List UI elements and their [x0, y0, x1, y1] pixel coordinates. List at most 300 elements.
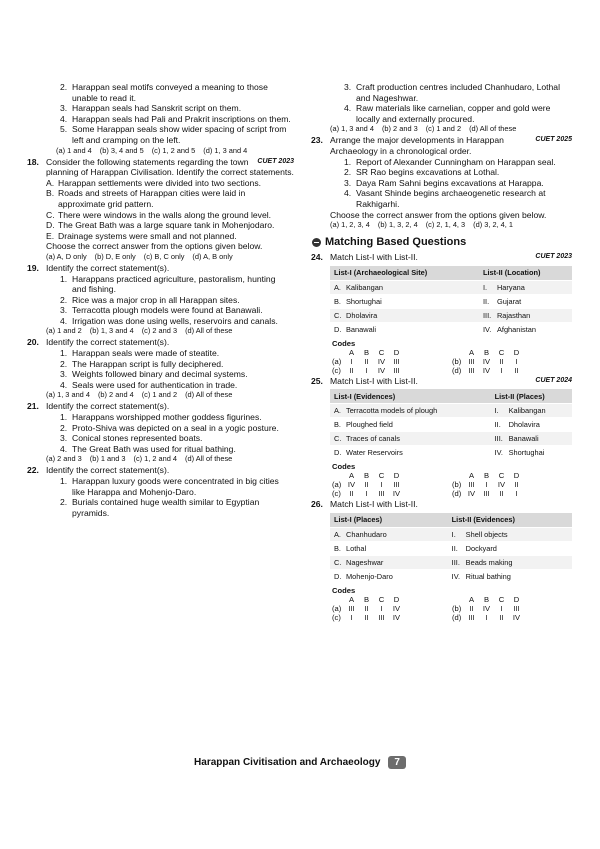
codes-option-value: IV: [512, 612, 521, 622]
list2-label: II.: [491, 418, 505, 432]
statement: [28, 359, 294, 370]
question-number: 25.: [311, 375, 323, 386]
codes-option-label: (b): [452, 480, 462, 490]
codes-heading: A: [348, 594, 355, 604]
list2-label: I.: [448, 527, 462, 541]
codes-heading: A: [468, 471, 475, 481]
codes-option-value: IV: [392, 489, 401, 499]
question-stem: [312, 376, 572, 387]
statement-number: 3.: [344, 82, 352, 92]
match-table-row: [330, 432, 572, 446]
codes-block: [332, 595, 452, 622]
answer-choice: (c) 2 and 3: [141, 326, 178, 336]
statement-number: 2.: [60, 422, 68, 433]
answer-choice: (b) 2 and 3: [381, 124, 418, 134]
codes-option-row: [452, 489, 572, 498]
statement-text: The Great Bath was a large square tank in Mohenjodaro.: [58, 220, 275, 231]
statement: [312, 103, 572, 124]
list2-item: Shell objects: [462, 527, 572, 541]
codes-option-value: II: [364, 603, 369, 613]
codes-option-value: I: [485, 612, 488, 622]
statement-text: Harappans worshipped mother goddess figurines.: [72, 412, 262, 423]
codes-option-value: IV: [482, 365, 491, 375]
codes-option-value: II: [349, 365, 354, 375]
codes-option-label: (a): [332, 603, 342, 613]
codes-heading-row: [452, 348, 572, 357]
codes-option-value: III: [483, 489, 490, 499]
statement: [28, 476, 294, 497]
statement-number: 3.: [60, 305, 68, 316]
codes-heading: D: [513, 594, 520, 604]
statement: [28, 178, 294, 189]
list1-heading: List-I (Archaeological Site): [330, 266, 479, 281]
statement-number: B.: [46, 188, 55, 199]
codes-heading: C: [498, 594, 505, 604]
list1-label: D.: [330, 322, 342, 336]
question-text: Arrange the major developments in Harappan Archaeology in a chronological order.: [330, 135, 504, 156]
statement-number: 3.: [60, 433, 68, 444]
list2-item: Kalibangan: [505, 404, 572, 418]
statement-number: D.: [46, 220, 55, 231]
codes-option-value: IV: [497, 480, 506, 490]
codes-heading: C: [498, 347, 505, 357]
codes-option-value: II: [349, 489, 354, 499]
codes-option-value: I: [485, 480, 488, 490]
codes-option-value: II: [364, 612, 369, 622]
codes-option-value: III: [348, 603, 355, 613]
footer-chapter-title: Harappan Civitisation and Archaeology: [194, 757, 381, 768]
codes-option-row: [332, 489, 452, 498]
codes-option-row: [332, 480, 452, 489]
list1-label: C.: [330, 308, 342, 322]
question-stem: [28, 401, 294, 412]
answer-choice: (b) 3, 4 and 5: [99, 145, 144, 155]
question-number: 24.: [311, 252, 323, 263]
codes-heading-row: [332, 595, 452, 604]
statement-number: 1.: [60, 476, 68, 486]
question-number: 22.: [27, 465, 39, 476]
answer-choice: (c) B, C only: [143, 251, 185, 261]
answer-choice: (a) 1 and 2: [46, 326, 82, 336]
list2-item: Afghanistan: [493, 322, 572, 336]
answer-choice: (c) 1 and 2: [141, 390, 178, 400]
codes-option-value: III: [468, 365, 475, 375]
match-table-row: [330, 569, 572, 583]
question-text: Match List-I with List-II.: [330, 252, 418, 263]
answer-codes: [332, 462, 572, 498]
statement-number: 5.: [60, 124, 68, 135]
match-table: [330, 513, 572, 583]
match-table-row: [330, 404, 572, 418]
codes-grid: [332, 595, 572, 622]
codes-option-value: I: [515, 356, 518, 366]
question-instruction: Choose the correct answer from the options given below.: [46, 241, 263, 252]
list1-item: Lothal: [342, 541, 448, 555]
statement-text: Roads and streets of Harappan cities were laid in approximate grid pattern.: [58, 188, 246, 209]
match-table-row: [330, 418, 572, 432]
codes-heading: B: [363, 594, 370, 604]
list2-label: II.: [479, 294, 493, 308]
statement: [28, 348, 294, 359]
question-number: 23.: [311, 135, 323, 146]
match-table-row: [330, 541, 572, 555]
statement: [28, 295, 294, 306]
list2-label: IV.: [479, 322, 493, 336]
exam-tag: CUET 2023: [257, 157, 294, 165]
statement-number: 1.: [344, 156, 352, 167]
answer-choice: (b) D, E only: [94, 251, 136, 261]
statement-number: 1.: [60, 348, 68, 359]
question-text: Identify the correct statement(s).: [46, 401, 170, 412]
codes-option-value: I: [350, 612, 353, 622]
codes-option-value: III: [378, 489, 385, 499]
codes-heading: B: [363, 471, 370, 481]
statement-number: 2.: [60, 82, 68, 92]
question-number: 20.: [27, 337, 39, 348]
section-heading: [312, 236, 572, 248]
answer-choice: (c) 1 and 2: [425, 124, 462, 134]
codes-option-value: IV: [482, 603, 491, 613]
statement-text: Conical stones represented boats.: [72, 433, 203, 444]
codes-option-value: III: [378, 612, 385, 622]
answer-choices: [28, 326, 294, 336]
codes-heading: B: [483, 471, 490, 481]
match-table-row: [330, 322, 572, 336]
statement-text: Raw materials like carnelian, copper and gold were locally and externally procured.: [356, 103, 551, 124]
codes-option-label: (d): [452, 365, 462, 375]
match-table-row: [330, 555, 572, 569]
codes-heading-row: [332, 348, 452, 357]
codes-option-value: IV: [482, 356, 491, 366]
statement: [28, 380, 294, 391]
right-column: [312, 82, 572, 622]
answer-choice: (c) 1, 2 and 4: [133, 454, 178, 464]
codes-option-row: [452, 613, 572, 622]
codes-option-label: (c): [332, 489, 341, 499]
list2-heading: List-II (Evidences): [448, 513, 572, 528]
list1-label: A.: [330, 404, 342, 418]
statement-number: 2.: [60, 358, 68, 369]
codes-heading: D: [513, 471, 520, 481]
codes-spacer: [452, 348, 464, 357]
statement-text: Rice was a major crop in all Harappan sites.: [72, 294, 240, 305]
list1-label: D.: [330, 446, 342, 460]
list1-item: Nageshwar: [342, 555, 448, 569]
statement-text: The Great Bath was used for ritual bathing.: [72, 443, 236, 454]
statement: [28, 305, 294, 316]
statement-number: 3.: [60, 103, 68, 114]
match-table-header: [330, 389, 572, 404]
list1-label: C.: [330, 555, 342, 569]
list1-item: Ploughed field: [342, 418, 491, 432]
statement: [312, 82, 572, 103]
statement-text: Terracotta plough models were found at Banawali.: [72, 305, 263, 316]
codes-block: [332, 471, 452, 498]
codes-heading: A: [348, 471, 355, 481]
codes-block: [452, 471, 572, 498]
codes-grid: [332, 348, 572, 375]
codes-heading: D: [393, 347, 400, 357]
match-table-row: [330, 280, 572, 294]
codes-option-label: (b): [452, 603, 462, 613]
answer-choice: (b) 1, 3, 2, 4: [377, 220, 418, 230]
codes-option-label: (a): [332, 480, 342, 490]
statement: [28, 220, 294, 231]
statement-number: 3.: [60, 369, 68, 380]
list2-label: III.: [491, 432, 505, 446]
answer-choice: (d) All of these: [185, 390, 233, 400]
list1-item: Dholavira: [342, 308, 479, 322]
codes-block: [332, 348, 452, 375]
list2-label: III.: [479, 308, 493, 322]
statement-text: Harappan seals were made of steatite.: [72, 348, 220, 359]
list2-item: Beads making: [462, 555, 572, 569]
list1-item: Chanhudaro: [342, 527, 448, 541]
question-number: 19.: [27, 262, 39, 273]
statement: [28, 188, 294, 209]
statement-text: Irrigation was done using wells, reservoirs and canals.: [72, 315, 278, 326]
statement-number: 1.: [60, 412, 68, 423]
statement-number: 4.: [344, 188, 352, 199]
match-table-header: [330, 513, 572, 528]
codes-heading: C: [378, 471, 385, 481]
page-number: 7: [388, 756, 406, 769]
codes-heading: C: [498, 471, 505, 481]
question-stem: [312, 135, 572, 156]
codes-option-value: III: [468, 480, 475, 490]
codes-heading-row: [452, 595, 572, 604]
page-footer: [0, 756, 600, 769]
list2-item: Rajasthan: [493, 308, 572, 322]
statement-text: Harappan seal motifs conveyed a meaning to those unable to read it.: [72, 82, 268, 103]
list2-item: Haryana: [493, 280, 572, 294]
codes-spacer: [332, 348, 344, 357]
statement-text: Drainage systems were small and not planned.: [58, 230, 237, 241]
answer-codes: [332, 339, 572, 375]
codes-label: Codes: [332, 338, 356, 348]
statement-number: 2.: [60, 294, 68, 305]
codes-block: [452, 348, 572, 375]
statement: [28, 82, 294, 103]
codes-option-value: II: [469, 603, 474, 613]
list1-label: B.: [330, 541, 342, 555]
codes-option-value: II: [364, 356, 369, 366]
codes-option-value: IV: [392, 603, 401, 613]
question-number: 21.: [27, 401, 39, 412]
statement: [312, 178, 572, 189]
answer-codes: [332, 586, 572, 622]
codes-heading: D: [393, 594, 400, 604]
statement: [28, 231, 294, 242]
answer-choice: (d) 1, 3 and 4: [203, 145, 248, 155]
statement: [28, 444, 294, 455]
question-text: Identify the correct statement(s).: [46, 337, 170, 348]
question-stem: [312, 499, 572, 510]
left-column: [28, 82, 294, 518]
answer-choices: [28, 454, 294, 464]
question-text: Identify the correct statement(s).: [46, 465, 170, 476]
statement-number: 4.: [60, 113, 68, 124]
statement: [28, 369, 294, 380]
codes-label: Codes: [332, 585, 356, 595]
answer-choice: (a) 1, 3 and 4: [330, 124, 374, 134]
codes-option-row: [332, 357, 452, 366]
statement-text: Some Harappan seals show wider spacing of script from left and cramping on the left.: [72, 124, 287, 145]
codes-option-value: IV: [347, 480, 356, 490]
codes-spacer: [452, 471, 464, 480]
statement-text: Seals were used for authentication in trade.: [72, 379, 238, 390]
codes-grid: [332, 471, 572, 498]
answer-choice: (a) A, D only: [46, 251, 87, 261]
list2-item: Banawali: [505, 432, 572, 446]
question-stem: [28, 465, 294, 476]
answer-choice: (a) 2 and 3: [46, 454, 82, 464]
answer-choice: (b) 2 and 4: [97, 390, 134, 400]
statement-text: Proto-Shiva was depicted on a seal in a yogic posture.: [72, 422, 279, 433]
answer-choices: [28, 252, 294, 262]
answer-choice: (d) All of these: [185, 326, 233, 336]
list1-item: Traces of canals: [342, 432, 491, 446]
codes-heading: B: [483, 594, 490, 604]
answer-choices: [312, 220, 572, 230]
statement-text: Harappan seals had Sanskrit script on them.: [72, 103, 242, 114]
codes-option-value: IV: [392, 612, 401, 622]
list2-item: Dockyard: [462, 541, 572, 555]
answer-choice: (d) A, B only: [192, 251, 233, 261]
codes-option-label: (c): [332, 612, 341, 622]
codes-heading-row: [332, 471, 452, 480]
statement-text: SR Rao begins excavations at Lothal.: [356, 167, 500, 178]
statement-number: C.: [46, 209, 55, 220]
question-text: Identify the correct statement(s).: [46, 262, 170, 273]
statement-number: 4.: [60, 379, 68, 390]
codes-option-label: (c): [332, 365, 341, 375]
codes-option-value: IV: [467, 489, 476, 499]
statement: [28, 124, 294, 145]
list2-heading: List-II (Location): [479, 266, 572, 281]
match-table-row: [330, 294, 572, 308]
codes-option-value: I: [380, 480, 383, 490]
codes-option-value: I: [500, 365, 503, 375]
list1-label: B.: [330, 294, 342, 308]
question-number: 18.: [27, 156, 39, 167]
exam-tag: CUET 2024: [535, 376, 572, 384]
codes-option-value: IV: [377, 365, 386, 375]
statement-text: Harappan settlements were divided into two sections.: [58, 177, 262, 188]
answer-choices: [28, 390, 294, 400]
statement-text: The Harappan script is fully deciphered.: [72, 358, 224, 369]
statement: [28, 497, 294, 518]
list2-item: Dholavira: [505, 418, 572, 432]
list2-item: Ritual bathing: [462, 569, 572, 583]
section-title: Matching Based Questions: [325, 236, 467, 249]
answer-choice: (d) All of these: [469, 124, 517, 134]
answer-choice: (d) 3, 2, 4, 1: [473, 220, 514, 230]
codes-option-row: [332, 366, 452, 375]
codes-option-label: (d): [452, 612, 462, 622]
list1-item: Mohenjo-Daro: [342, 569, 448, 583]
list1-label: A.: [330, 527, 342, 541]
answer-choice: (c) 1, 2 and 5: [151, 145, 196, 155]
codes-option-value: III: [468, 612, 475, 622]
statement-number: 2.: [60, 497, 68, 508]
list2-label: II.: [448, 541, 462, 555]
list1-item: Shortughai: [342, 294, 479, 308]
match-table-row: [330, 308, 572, 322]
statement-text: Harappans practiced agriculture, pastoralism, hunting and fishing.: [72, 273, 276, 295]
answer-choice: (a) 1 and 4: [56, 145, 92, 155]
codes-heading-row: [452, 471, 572, 480]
codes-heading: A: [468, 594, 475, 604]
list1-item: Kalibangan: [342, 280, 479, 294]
exam-tag: CUET 2025: [535, 136, 572, 144]
question-number: 26.: [311, 499, 323, 510]
statement: [312, 188, 572, 209]
statement: [28, 423, 294, 434]
codes-option-value: III: [513, 603, 520, 613]
statement-number: 1.: [60, 273, 68, 284]
statement-text: Harappan luxury goods were concentrated in big cities like Harappa and Mohenjo-Daro.: [72, 476, 279, 497]
codes-option-value: IV: [377, 356, 386, 366]
statement-number: 4.: [60, 315, 68, 326]
codes-spacer: [332, 471, 344, 480]
codes-heading: C: [378, 594, 385, 604]
codes-option-value: II: [514, 365, 519, 375]
list1-label: B.: [330, 418, 342, 432]
codes-block: [452, 595, 572, 622]
match-table-row: [330, 527, 572, 541]
codes-option-value: I: [365, 489, 368, 499]
list2-label: III.: [448, 555, 462, 569]
codes-heading: B: [363, 347, 370, 357]
codes-heading: C: [378, 347, 385, 357]
codes-option-value: III: [468, 356, 475, 366]
answer-choices: [28, 146, 294, 156]
statement-text: There were windows in the walls along the ground level.: [58, 209, 272, 220]
list2-item: Gujarat: [493, 294, 572, 308]
answer-choices: [312, 124, 572, 134]
statement-text: Report of Alexander Cunningham on Harappan seal.: [356, 156, 556, 167]
list1-label: A.: [330, 280, 342, 294]
codes-heading: A: [468, 347, 475, 357]
statement-text: Burials contained huge wealth similar to Egyptian pyramids.: [72, 497, 260, 518]
statement-number: A.: [46, 177, 55, 188]
codes-option-row: [452, 357, 572, 366]
statement-number: E.: [46, 230, 55, 241]
codes-option-value: I: [380, 603, 383, 613]
answer-choice: (b) 1, 3 and 4: [89, 326, 134, 336]
match-table: [330, 389, 572, 459]
statement: [28, 114, 294, 125]
list1-heading: List-I (Evidences): [330, 389, 491, 404]
question-stem: [28, 337, 294, 348]
codes-option-row: [452, 480, 572, 489]
codes-option-value: I: [365, 365, 368, 375]
answer-choice: (d) All of these: [185, 454, 233, 464]
statement: [28, 316, 294, 327]
statement-number: 3.: [344, 177, 352, 188]
codes-option-row: [452, 366, 572, 375]
codes-spacer: [332, 595, 344, 604]
question-text: Match List-I with List-II.: [330, 499, 418, 510]
section-bullet-icon: [312, 238, 321, 247]
question-stem: [28, 263, 294, 274]
list2-label: I.: [491, 404, 505, 418]
match-table-row: [330, 446, 572, 460]
codes-option-label: (d): [452, 489, 462, 499]
list1-label: D.: [330, 569, 342, 583]
statement-number: 2.: [344, 167, 352, 178]
